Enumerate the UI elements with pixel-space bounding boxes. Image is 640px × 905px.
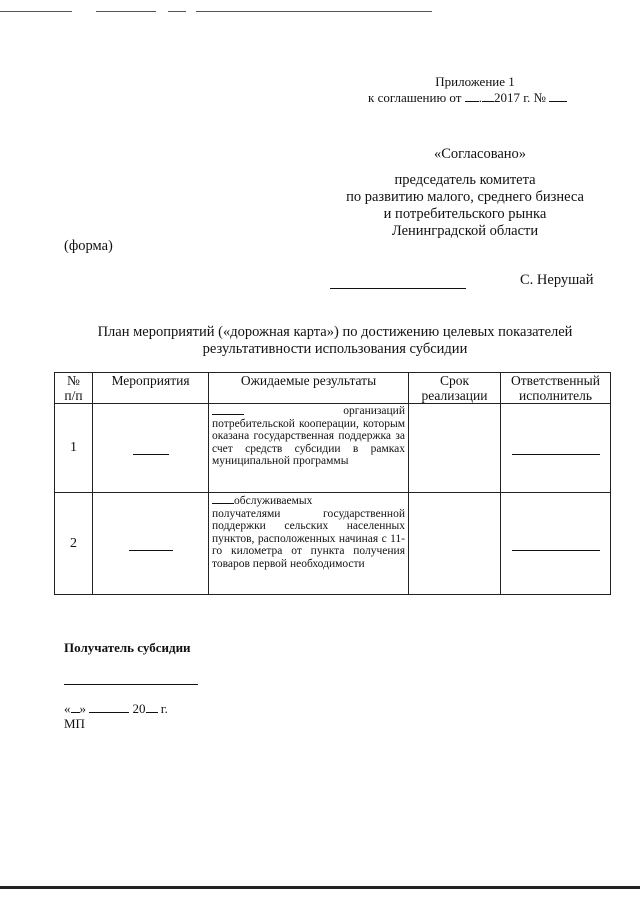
- responsible-cell: [501, 404, 611, 493]
- term-cell: [409, 493, 501, 595]
- activity-cell: [93, 493, 209, 595]
- row-number: 1: [55, 404, 93, 493]
- agreement-reference: к соглашению от . 2017 г. №: [368, 90, 578, 105]
- plan-table: [54, 372, 611, 595]
- chair-line: и потребительского рынка: [383, 206, 547, 222]
- scan-bottom-line: [0, 886, 640, 889]
- blank-line: [212, 494, 234, 504]
- signer-name: С. Нерушай: [520, 272, 594, 288]
- blank-line: [133, 454, 169, 455]
- signature-line: [330, 288, 466, 289]
- col-header-term: Срок реализации: [409, 373, 501, 404]
- appendix-title: Приложение 1: [435, 74, 515, 89]
- col-header-results: Ожидаемые результаты: [209, 373, 409, 404]
- stamp-label: МП: [64, 716, 85, 731]
- chair-line: Ленинградской области: [391, 223, 539, 239]
- responsible-cell: [501, 493, 611, 595]
- recipient-label: Получатель субсидии: [64, 640, 191, 655]
- blank-line: [512, 454, 600, 455]
- chair-line: по развитию малого, среднего бизнеса: [346, 189, 584, 205]
- col-header-number: № п/п: [55, 373, 93, 404]
- col-header-responsible: Ответственный исполнитель: [501, 373, 611, 404]
- blank-line: [129, 550, 173, 551]
- form-label: (форма): [64, 238, 113, 254]
- table-row: [55, 404, 611, 493]
- row-number: 2: [55, 493, 93, 595]
- chair-line: председатель комитета: [394, 172, 536, 188]
- plan-title: План мероприятий («дорожная карта») по достижению целевых показателей результативности использования субсидии: [97, 324, 573, 357]
- scan-top-line: [96, 11, 156, 12]
- table-header-row: [55, 373, 611, 404]
- activity-cell: [93, 404, 209, 493]
- recipient-date: « » 20 г.: [64, 701, 168, 716]
- recipient-signature-line: [64, 684, 198, 685]
- term-cell: [409, 404, 501, 493]
- result-cell: обслуживаемых получателями государственной поддержки сельских населенных пунктов, расположенных начиная с 11-го километра от пункта получения товаров первой необходимости: [209, 493, 409, 595]
- col-header-activity: Мероприятия: [93, 373, 209, 404]
- scan-top-line: [196, 11, 432, 12]
- approval-stamp-text: «Согласовано»: [433, 146, 527, 162]
- blank-line: [212, 405, 244, 415]
- scan-top-line: [168, 11, 186, 12]
- blank-line: [512, 550, 600, 551]
- scan-top-line: [0, 11, 72, 12]
- approval-chair-block: [330, 172, 600, 240]
- table-row: [55, 493, 611, 595]
- result-cell: организаций потребительской кооперации, которым оказана государственная поддержка за счет средств субсидии в рамках муниципальной программы: [209, 404, 409, 493]
